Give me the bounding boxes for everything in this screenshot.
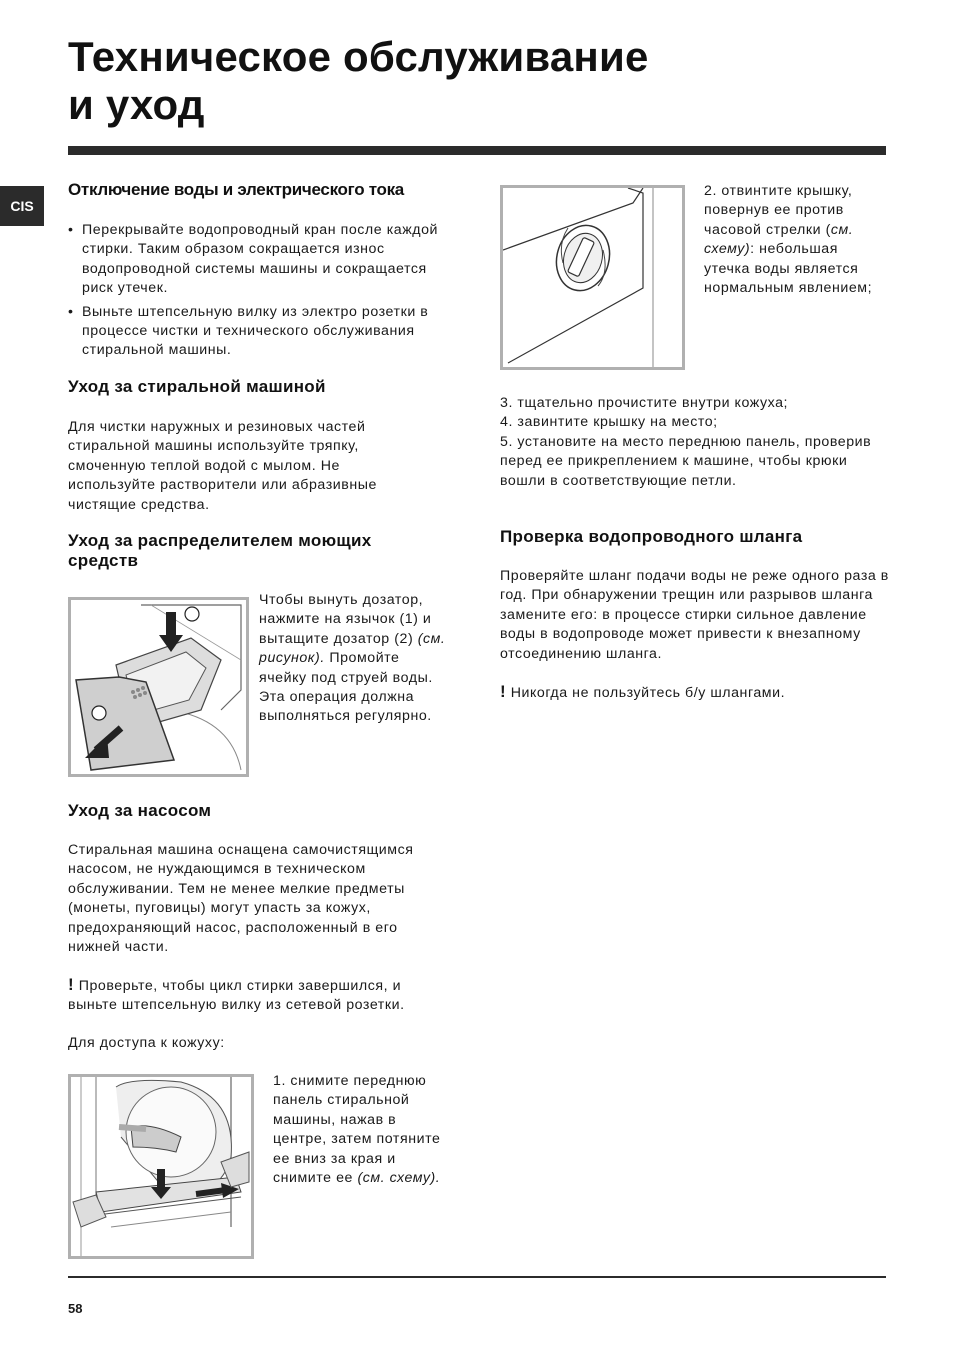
shutoff-bullets: [68, 221, 443, 365]
step4-text: 4. завинтите крышку на место;: [500, 414, 718, 431]
step1-text-a: 1. снимите переднюю панель стиральной машины, нажав в центре, затем потяните ее вниз за края и снимите ее: [273, 1073, 441, 1187]
dispenser-text-italic: (см. рисунок).: [259, 630, 446, 667]
footer-divider: [68, 1276, 886, 1278]
dispenser-text: [259, 591, 449, 727]
step1-text: [273, 1072, 449, 1188]
pump-cover-figure: [500, 185, 685, 370]
pump-warning: [68, 975, 446, 1016]
step2-text-b: : небольшая утечка воды является нормальным явлением;: [704, 241, 873, 297]
step2-text-a: 2. отвинтите крышку, повернув ее против часовой стрелки (: [704, 183, 853, 238]
section-heading-shutoff: Отключение воды и электрического тока: [68, 180, 404, 199]
steps-3-5: [500, 394, 890, 491]
dispenser-heading-line1: Уход за распределителем моющих: [68, 531, 372, 550]
warning-icon: !: [500, 682, 507, 701]
page-number: 58: [68, 1301, 83, 1316]
list-item: • Выньте штепсельную вилку из электро розетки в процессе чистки и технического обслуживания стиральной машины.: [68, 303, 443, 361]
front-panel-figure: [68, 1074, 254, 1259]
language-tab: CIS: [0, 186, 44, 226]
section-heading-dispenser: [68, 531, 448, 571]
dispenser-figure: [68, 597, 249, 777]
step5-text: 5. установите на место переднюю панель, проверив перед ее прикреплением к машине, чтобы крюки вошли в соответствующие петли.: [500, 433, 872, 489]
section-heading-machine-care: Уход за стиральной машиной: [68, 377, 326, 396]
machine-care-text: Для чистки наружных и резиновых частей стиральной машины используйте тряпку, смоченную теплой водой с мылом. Не используйте растворители или абразивные чистящие средства.: [68, 419, 377, 513]
hose-warning-text: Никогда не пользуйтесь б/у шлангами.: [506, 685, 786, 701]
warning-icon: !: [68, 975, 75, 994]
page-title-line2: и уход: [68, 81, 205, 128]
page-title-line1: Техническое обслуживание: [68, 33, 649, 80]
pump-cover-illustration: [503, 188, 682, 367]
page-title: [68, 33, 649, 129]
section-heading-hose: Проверка водопроводного шланга: [500, 527, 803, 546]
hose-text: Проверяйте шланг подачи воды не реже одного раза в год. При обнаружении трещин или разрывов шланга замените его: в процессе стирки сильное давление воды в водопроводе может привести к внезапному отсоединению шланга.: [500, 568, 889, 662]
list-item: • Перекрывайте водопроводный кран после каждой стирки. Таким образом сокращается износ водопроводной системы машины и сокращается риск утечек.: [68, 221, 443, 299]
dispenser-text-a: Чтобы вынуть дозатор, нажмите на язычок (1) и вытащите дозатор (2): [259, 592, 432, 647]
dispenser-text-b: Промойте ячейку под струей воды. Эта операция должна выполняться регулярно.: [259, 650, 433, 725]
step2-text: [704, 182, 886, 298]
front-panel-illustration: [71, 1077, 251, 1256]
step2-text-italic: см. схему): [704, 221, 854, 258]
step1-text-italic: (см. схему).: [357, 1170, 441, 1187]
section-heading-pump: Уход за насосом: [68, 801, 212, 820]
pump-warning-text: Проверьте, чтобы цикл стирки завершился, и выньте штепсельную вилку из сетевой розетки.: [68, 978, 405, 1014]
pump-access-intro: Для доступа к кожуху:: [68, 1035, 225, 1051]
pump-text: Стиральная машина оснащена самочистящимся насосом, не нуждающимся в техническом обслуживании. Тем не менее мелкие предметы (монеты, пуговицы) могут упасть за кожух, предохраняющий насос, расположенный в его нижней части.: [68, 842, 414, 956]
hose-warning: [500, 682, 892, 703]
dispenser-illustration: [71, 600, 246, 774]
header-divider: [68, 146, 886, 155]
step3-text: 3. тщательно прочистите внутри кожуха;: [500, 395, 789, 411]
dispenser-heading-line2: средств: [68, 551, 139, 570]
